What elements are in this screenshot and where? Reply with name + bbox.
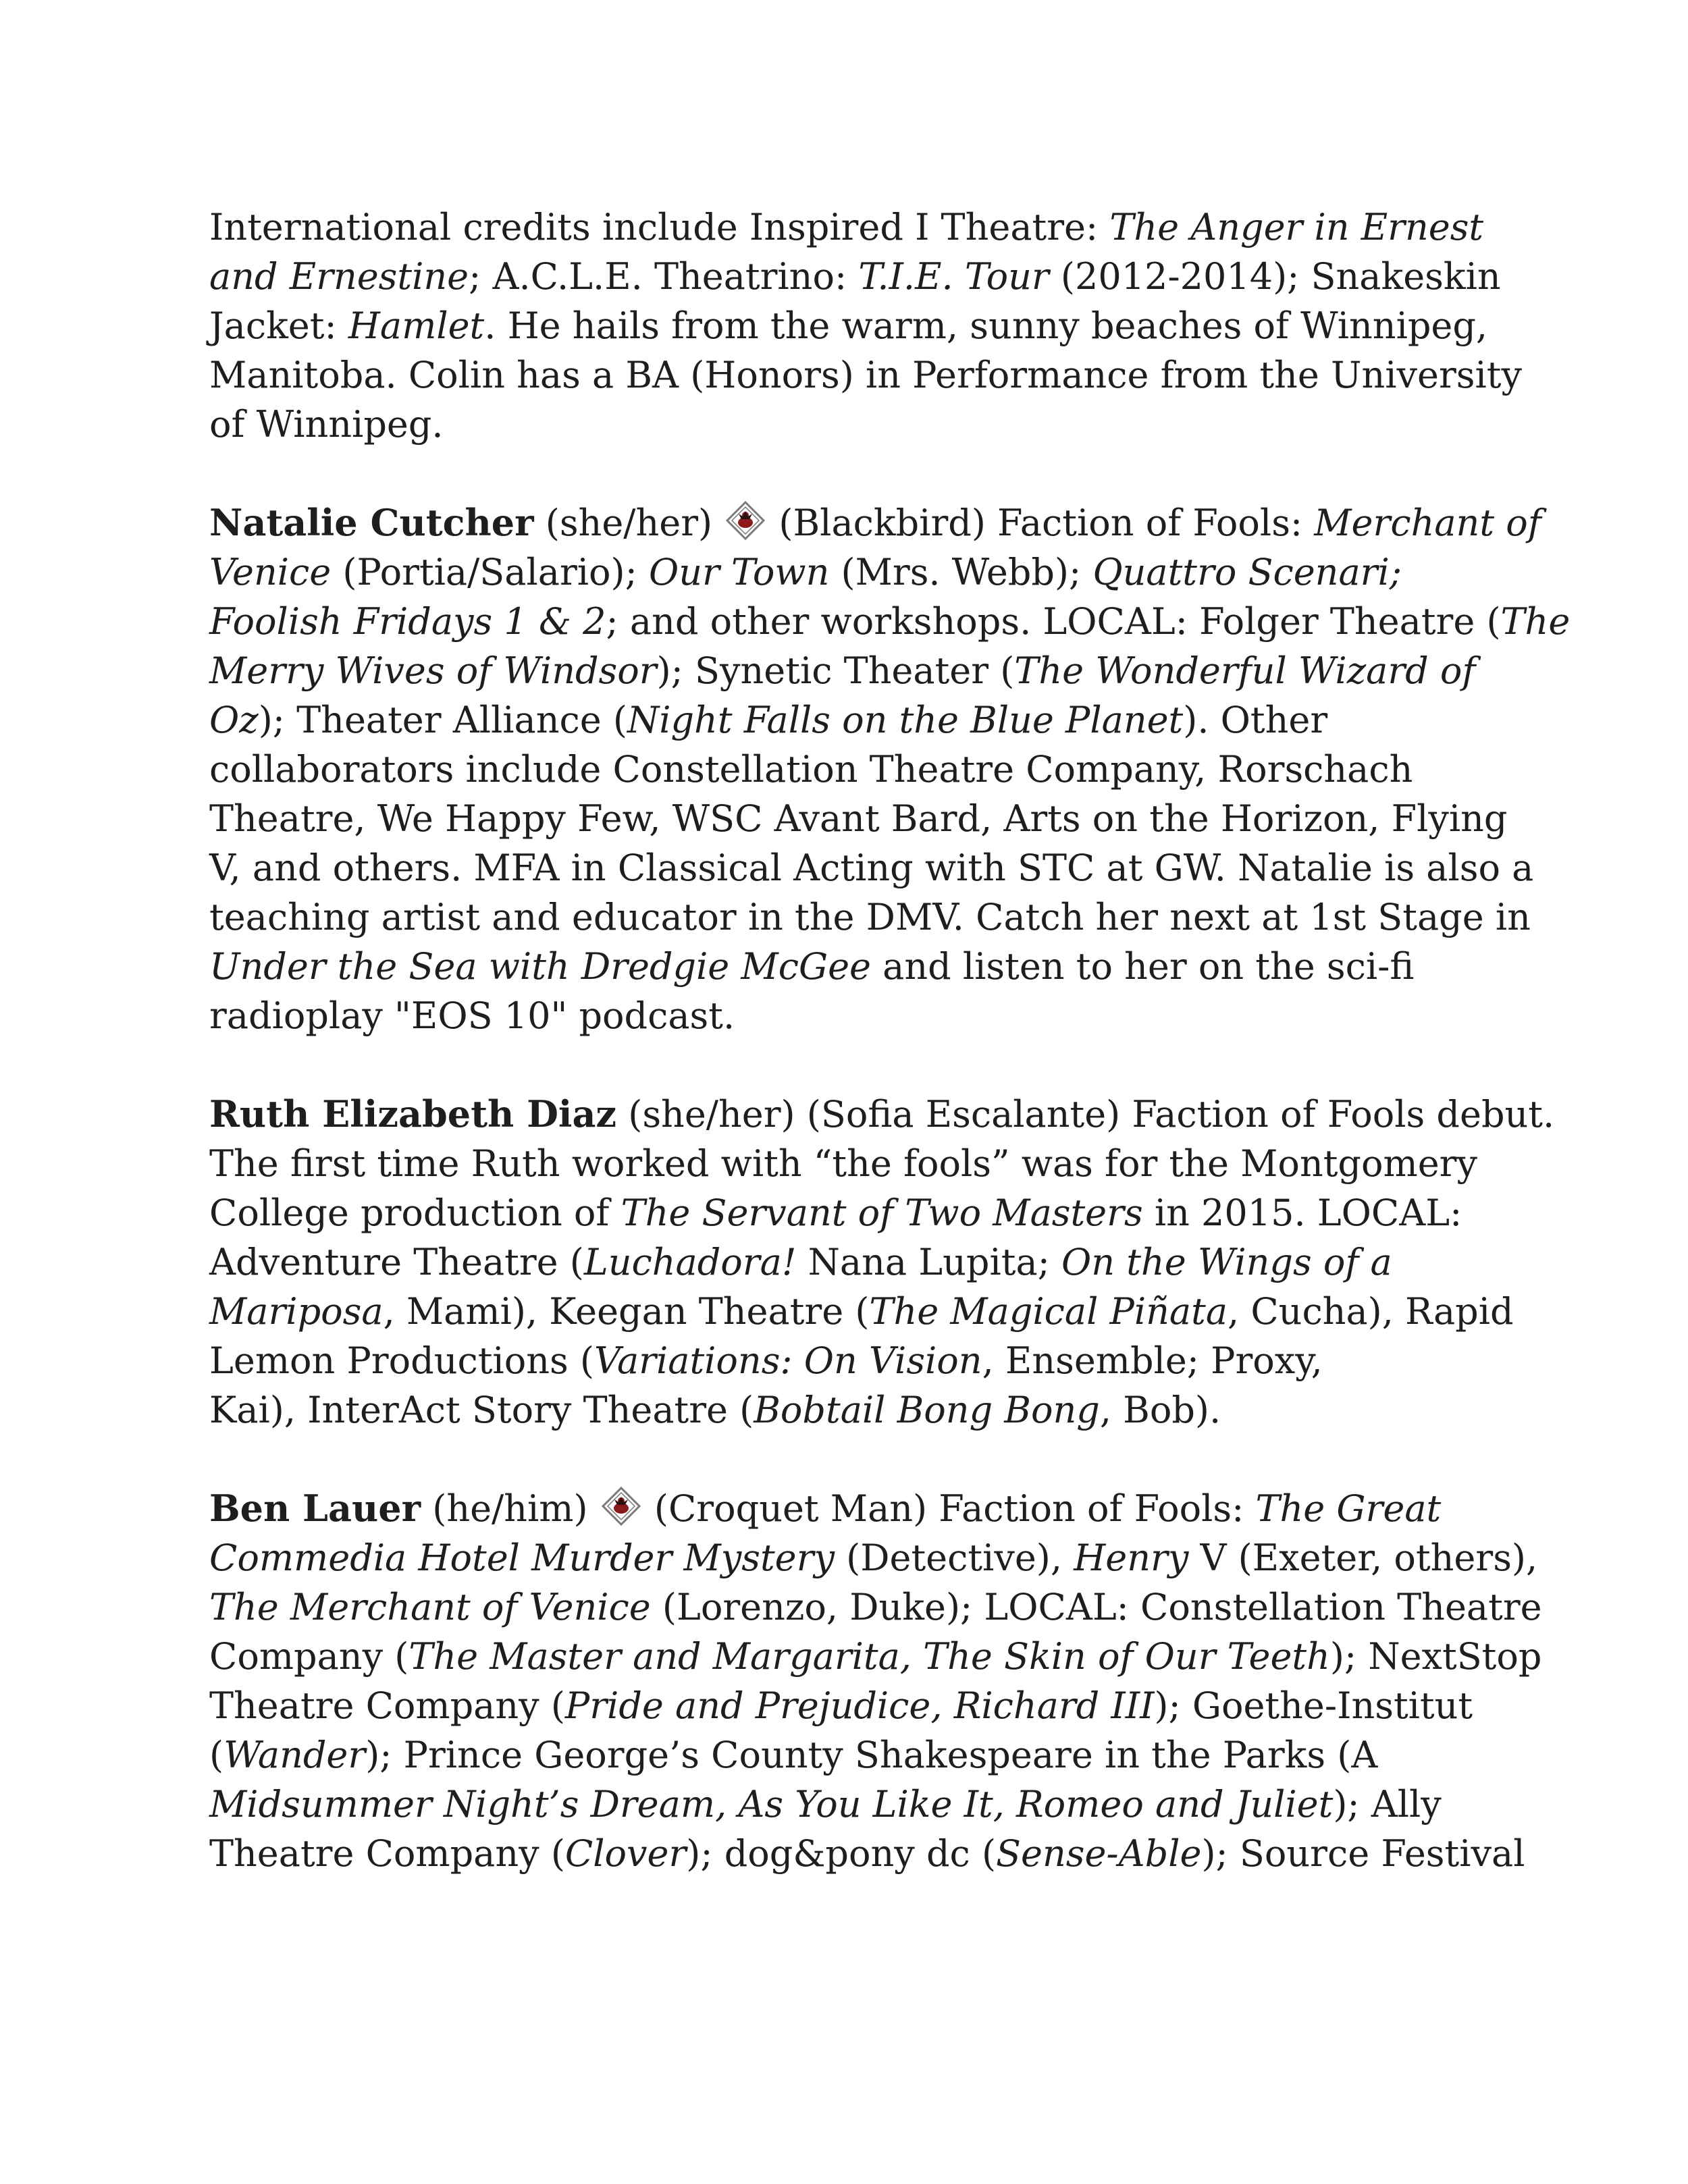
bio-line — [209, 1139, 1492, 1188]
text-run: V, and others. MFA in Classical Acting with STC at GW. Natalie is also a — [209, 847, 1534, 889]
title-italic: Merchant of — [1314, 502, 1541, 544]
bio-line — [209, 1237, 1492, 1287]
text-run: Nana Lupita; — [796, 1241, 1061, 1283]
bio-line — [209, 1090, 1555, 1139]
title-italic: The Great — [1255, 1487, 1442, 1530]
bio-line — [209, 350, 1522, 400]
title-italic: On the Wings of a — [1061, 1241, 1392, 1283]
text-run: Manitoba. Colin has a BA (Honors) in Performance from the University — [209, 354, 1522, 396]
text-run: Kai), InterAct Story Theatre ( — [209, 1389, 754, 1431]
bio-line — [209, 1385, 1492, 1435]
title-italic: Quattro Scenari; — [1092, 551, 1402, 593]
text-run: (Detective), — [834, 1537, 1074, 1579]
bio-natalie-cutcher — [209, 498, 1571, 1040]
faction-of-fools-logo-icon — [725, 500, 766, 541]
text-run: Theatre Company ( — [209, 1832, 565, 1875]
text-run: collaborators include Constellation Theatre Company, Rorschach — [209, 748, 1413, 791]
title-italic: Pride and Prejudice, Richard III — [564, 1684, 1155, 1727]
text-run: ; and other workshops. LOCAL: Folger Theatre ( — [606, 600, 1501, 643]
text-run: teaching artist and educator in the DMV. Catch her next at 1st Stage in — [209, 896, 1531, 938]
bio-line — [209, 1730, 1492, 1780]
bio-line — [209, 203, 1492, 252]
title-italic: The Servant of Two Masters — [621, 1192, 1143, 1234]
title-italic: Bobtail Bong Bong — [754, 1389, 1100, 1431]
text-run: (Portia/Salario); — [331, 551, 649, 593]
text-run: ); Theater Alliance ( — [258, 699, 627, 741]
bio-line — [209, 548, 1492, 597]
text-run: ). Other — [1183, 699, 1328, 741]
text-run: (she/her) — [533, 502, 724, 544]
title-italic: The Magical Piñata — [869, 1290, 1228, 1333]
title-italic: Sense-Able — [996, 1832, 1202, 1875]
text-run: ; A.C.L.E. Theatrino: — [469, 255, 859, 298]
text-run: (Lorenzo, Duke); LOCAL: Constellation Theatre — [650, 1586, 1542, 1628]
title-italic: Our Town — [648, 551, 830, 593]
bio-line — [209, 1829, 1525, 1878]
faction-of-fools-logo-icon — [601, 1486, 641, 1526]
bio-line — [209, 893, 1531, 942]
title-italic: The Wonderful Wizard of — [1014, 649, 1476, 692]
bio-line — [209, 646, 1492, 695]
bio-line — [209, 1632, 1542, 1681]
text-run: College production of — [209, 1192, 621, 1234]
title-italic: Luchadora! — [583, 1241, 797, 1283]
text-run: The first time Ruth worked with “the fools” was for the Montgomery — [209, 1142, 1477, 1185]
title-italic: Oz — [209, 699, 259, 741]
text-run: Jacket: — [209, 304, 348, 347]
bio-line — [209, 1582, 1542, 1632]
text-run: V (Exeter, others), — [1188, 1537, 1538, 1579]
title-italic: The Merchant of Venice — [209, 1586, 651, 1628]
title-italic: Night Falls on the Blue Planet — [627, 699, 1184, 741]
title-italic: Wander — [223, 1734, 366, 1776]
bio-line — [209, 745, 1492, 794]
text-run: ( — [209, 1734, 224, 1776]
bio-line — [209, 794, 1508, 843]
bio-line — [209, 942, 1492, 991]
bio-colin-continued — [209, 203, 1522, 449]
text-run: . He hails from the warm, sunny beaches of Winnipeg, — [484, 304, 1488, 347]
title-italic: The Anger in Ernest — [1109, 206, 1484, 248]
text-run: , Bob). — [1099, 1389, 1221, 1431]
bio-line — [209, 252, 1501, 301]
title-italic: Clover — [564, 1832, 687, 1875]
text-run: Company ( — [209, 1635, 409, 1678]
performer-name: Ben Lauer — [209, 1487, 421, 1530]
bio-ruth-elizabeth-diaz — [209, 1090, 1555, 1435]
text-run: International credits include Inspired I Theatre: — [209, 206, 1110, 248]
title-italic: Hamlet — [348, 304, 485, 347]
bio-line — [209, 695, 1492, 745]
title-italic: Foolish Fridays 1 & 2 — [209, 600, 606, 643]
title-italic: and Ernestine — [209, 255, 469, 298]
bio-line — [209, 498, 1541, 548]
text-run: ); dog&pony dc ( — [686, 1832, 997, 1875]
title-italic: Variations: On Vision — [594, 1339, 982, 1382]
text-run: ); Prince George’s County Shakespeare in the Parks (A — [365, 1734, 1378, 1776]
text-run: Adventure Theatre ( — [209, 1241, 584, 1283]
text-run: (2012-2014); Snakeskin — [1049, 255, 1501, 298]
bio-line — [209, 1287, 1514, 1336]
bio-line — [209, 1484, 1492, 1533]
text-run: ); Goethe-Institut — [1154, 1684, 1473, 1727]
performer-name: Ruth Elizabeth Diaz — [209, 1092, 617, 1136]
bio-line — [209, 1780, 1492, 1829]
title-italic: Under the Sea with Dredgie McGee — [209, 945, 872, 988]
text-run: ); Ally — [1333, 1783, 1442, 1826]
title-italic: Midsummer Night’s Dream, As You Like It, Romeo and Juliet — [209, 1783, 1334, 1826]
title-italic: Venice — [209, 551, 332, 593]
text-run: (Mrs. Webb); — [829, 551, 1093, 593]
text-run: (she/her) (Sofia Escalante) Faction of Fools debut. — [616, 1093, 1555, 1136]
text-run: (Blackbird) Faction of Fools: — [767, 502, 1315, 544]
text-run: Lemon Productions ( — [209, 1339, 594, 1382]
bio-line — [209, 991, 1492, 1040]
bio-line — [209, 1681, 1492, 1730]
title-italic: Merry Wives of Windsor — [209, 649, 657, 692]
title-italic: The Master and Margarita, The Skin of Our Teeth — [408, 1635, 1330, 1678]
text-run: (Croquet Man) Faction of Fools: — [642, 1487, 1256, 1530]
text-run: radioplay "EOS 10" podcast. — [209, 994, 735, 1037]
bio-line — [209, 301, 1492, 350]
bio-line — [209, 400, 1492, 449]
text-run: ); Synetic Theater ( — [656, 649, 1015, 692]
bio-line — [209, 597, 1571, 646]
title-italic: Mariposa — [209, 1290, 384, 1333]
text-run: , Mami), Keegan Theatre ( — [383, 1290, 870, 1333]
text-run: (he/him) — [421, 1487, 600, 1530]
document-page — [209, 203, 1571, 1927]
text-run: , Cucha), Rapid — [1228, 1290, 1514, 1333]
bio-line — [209, 1533, 1538, 1582]
performer-name: Natalie Cutcher — [209, 501, 534, 544]
text-run: in 2015. LOCAL: — [1142, 1192, 1462, 1234]
text-run: ); NextStop — [1329, 1635, 1542, 1678]
text-run: Theatre, We Happy Few, WSC Avant Bard, Arts on the Horizon, Flying — [209, 797, 1508, 840]
text-run: of Winnipeg. — [209, 403, 444, 446]
title-italic: Henry — [1074, 1537, 1189, 1579]
title-italic: The — [1500, 600, 1571, 643]
bio-line — [209, 1336, 1492, 1385]
text-run: Theatre Company ( — [209, 1684, 565, 1727]
title-italic: Commedia Hotel Murder Mystery — [209, 1537, 835, 1579]
text-run: and listen to her on the sci-fi — [871, 945, 1415, 988]
bio-line — [209, 1188, 1492, 1237]
bio-line — [209, 843, 1534, 893]
bio-ben-lauer — [209, 1484, 1542, 1878]
title-italic: T.I.E. Tour — [858, 255, 1049, 298]
text-run: , Ensemble; Proxy, — [982, 1339, 1323, 1382]
text-run: ); Source Festival — [1201, 1832, 1525, 1875]
